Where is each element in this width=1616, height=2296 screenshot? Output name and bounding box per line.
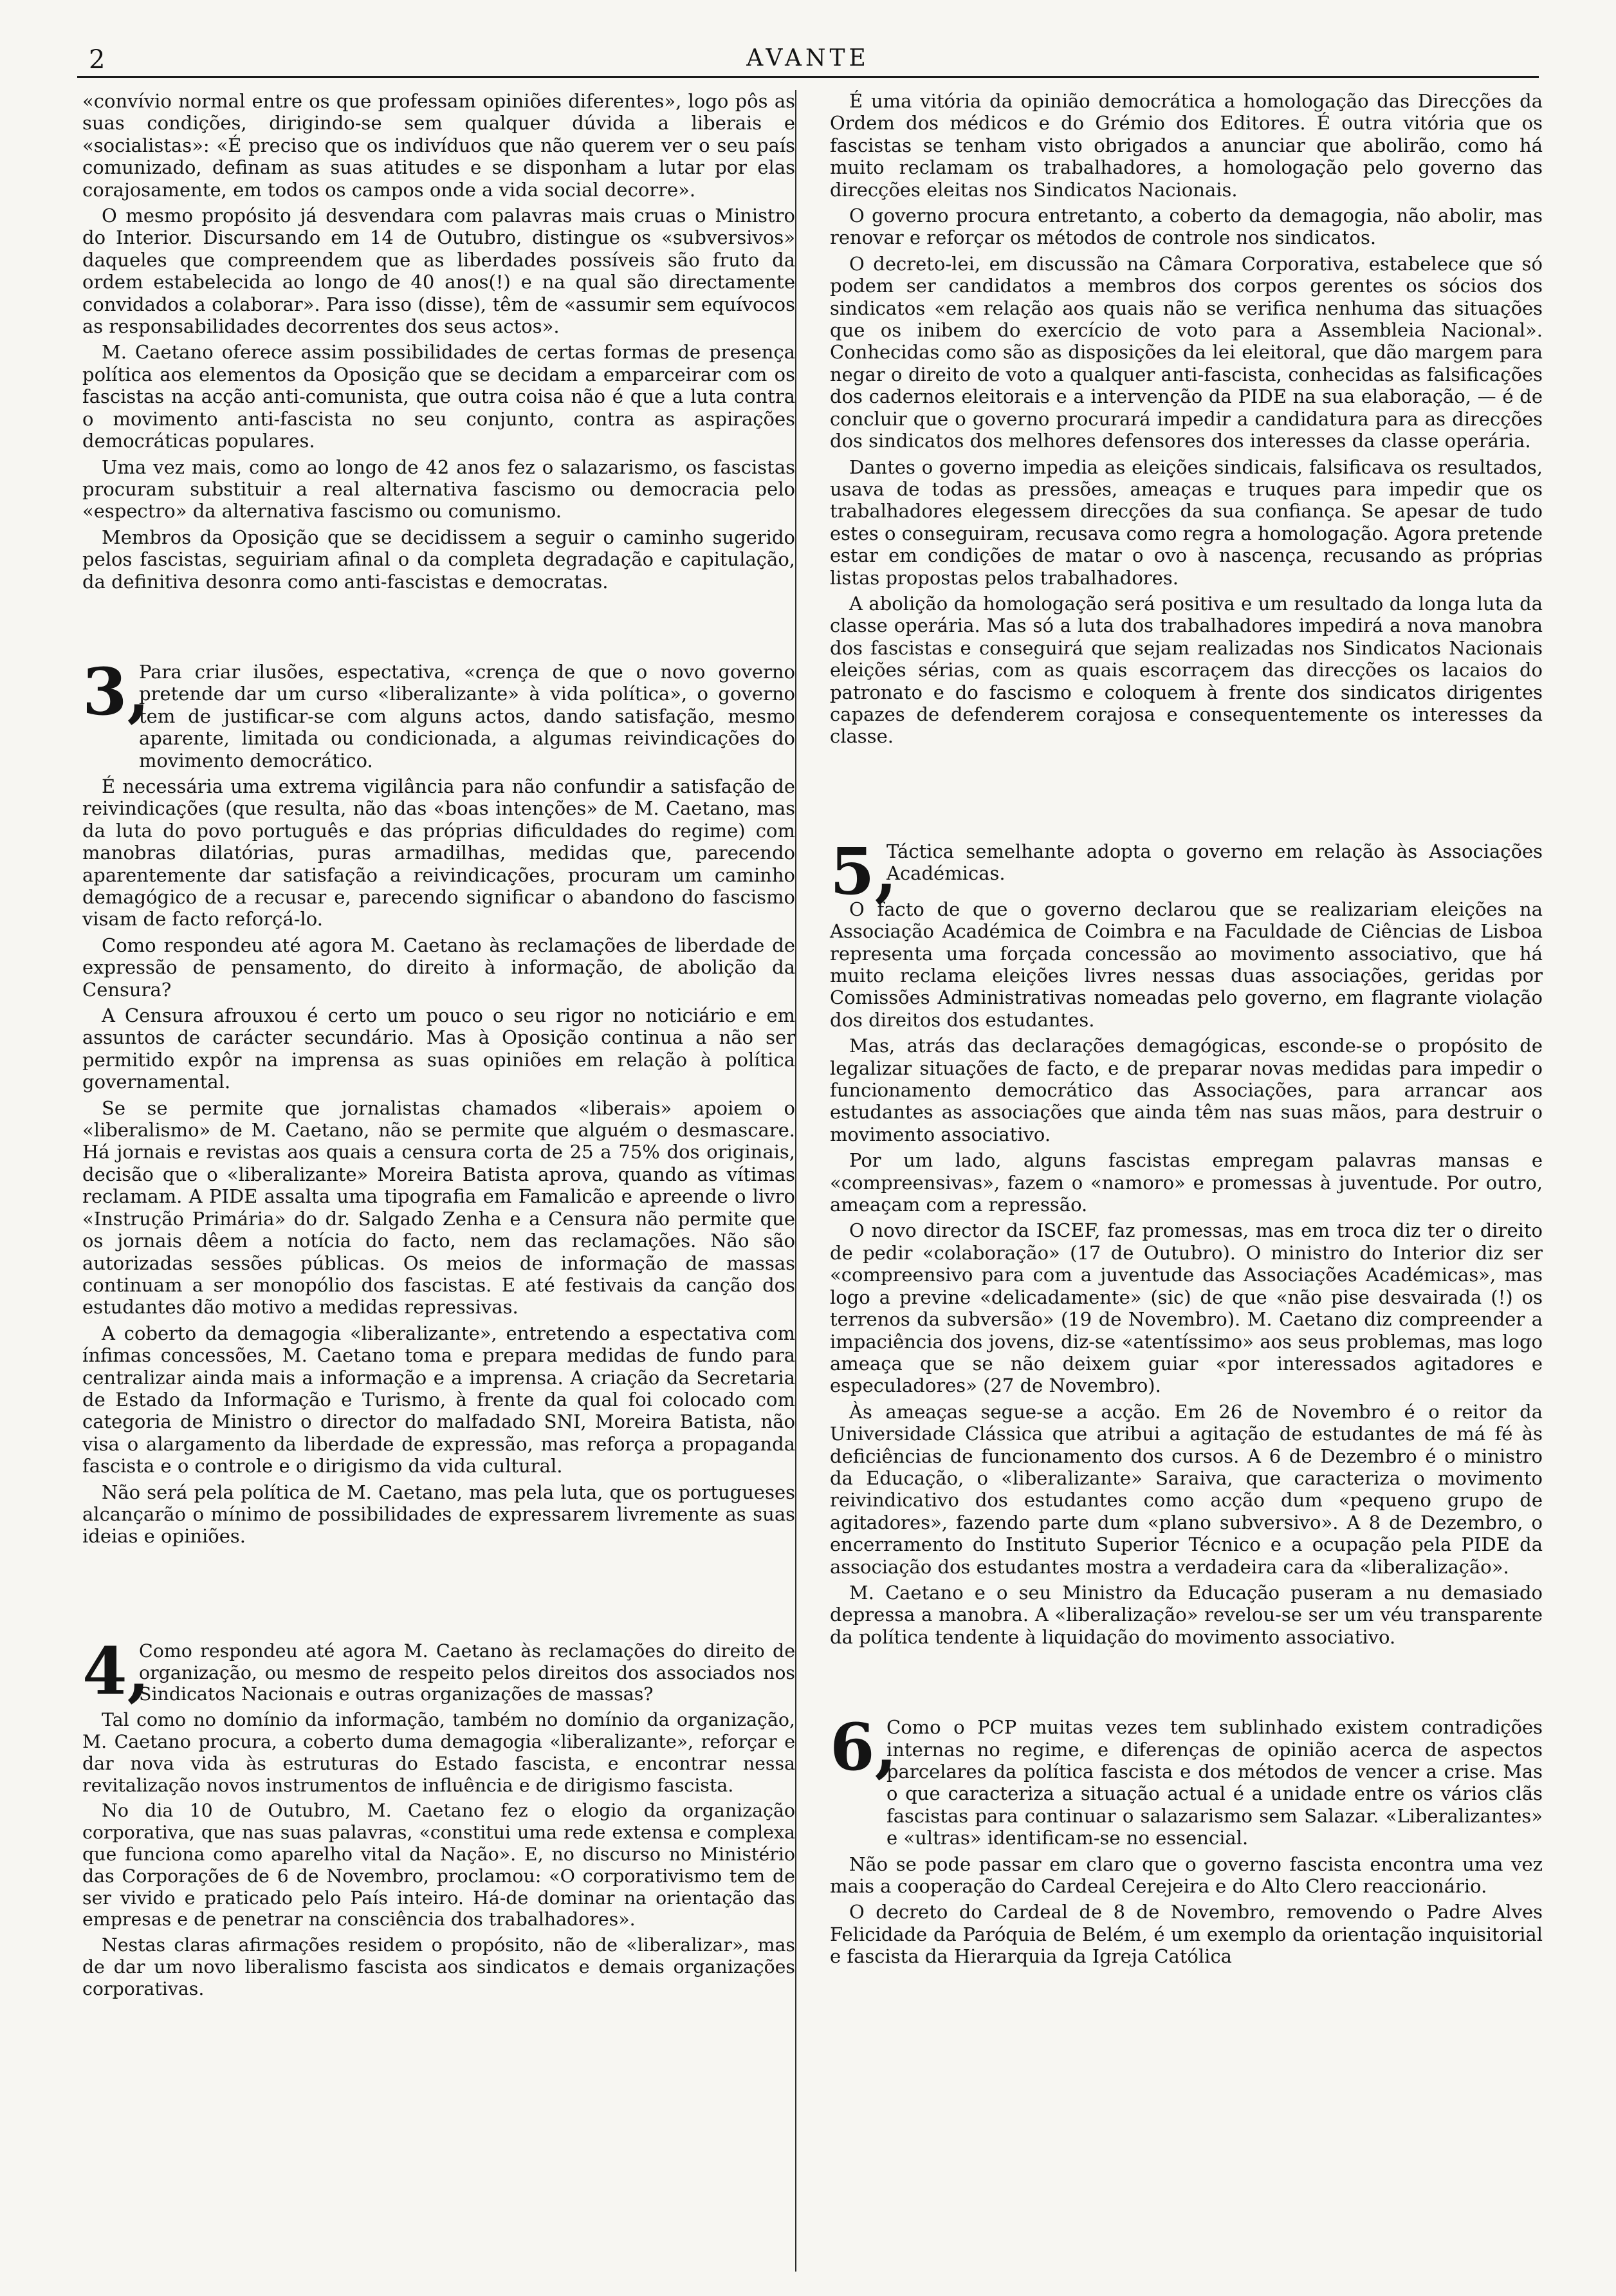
column-divider	[795, 90, 796, 2272]
paragraph: O decreto-lei, em discussão na Câmara Corporativa, estabelece que só podem ser candidatos a membros dos corpos gerentes os sócios dos sindicatos «em relação aos quais não se verifica nenhuma das situações que os inibem do exercício de voto para a Assembleia Nacional». Conhecidas como são as disposições da lei eleitoral, que dão margem para negar o direito de voto a qualquer anti-fascista, conhecidas as falsificações dos cadernos eleitorais e a intervenção da PIDE na sua elaboração, — é de concluir que o governo procurará impedir a candidatura para as direcções dos sindicatos dos melhores defensores dos interesses da classe operária.	[830, 252, 1543, 452]
section-lead-text: Para criar ilusões, espectativa, «crença de que o novo governo pretende dar um curso «liberalizante» à vida política», o governo tem de justificar-se com alguns actos, dando satisfação, mesmo aparente, limitada ou condicionada, a algumas reivindicações do movimento democrático.	[139, 660, 795, 772]
paragraph: Membros da Oposição que se decidissem a seguir o caminho sugerido pelos fascistas, seguiriam afinal o da completa degradação e capitulação, da definitiva desonra como anti-fascistas e democratas.	[82, 526, 795, 593]
paragraph: M. Caetano oferece assim possibilidades de certas formas de presença política aos elementos da Oposição que se decidam a emparceirar com os fascistas na acção anti-comunista, que outra coisa não é que a luta contra o movimento anti-fascista no seu conjunto, contra as aspirações democráticas populares.	[82, 341, 795, 452]
paragraph: Por um lado, alguns fascistas empregam palavras mansas e «compreensivas», fazem o «namoro» e promessas à juventude. Por outro, ameaçam com a repressão.	[830, 1149, 1543, 1216]
spacer	[82, 597, 795, 656]
paragraph: É uma vitória da opinião democrática a homologação das Direcções da Ordem dos médicos e do Grémio dos Editores. É outra vitória que os fascistas se tenham visto obrigados a anunciar que abolirão, como há muito reclamam os trabalhadores, a homologação pelo governo das direcções eleitas nos Sindicatos Nacionais.	[830, 90, 1543, 201]
spacer	[830, 1652, 1543, 1711]
page-header	[77, 40, 1539, 79]
section-lead	[830, 833, 1543, 909]
paragraph: O facto de que o governo declarou que se realizariam eleições na Associação Académica de Coimbra e na Faculdade de Ciências de Lisboa representa uma forçada concessão ao movimento associativo, que há muito reclama eleições livres nessas duas associações, geridas por Comissões Administrativas nomeadas pelo governo, em flagrante violação dos direitos dos estudantes.	[830, 898, 1543, 1031]
paragraph: Dantes o governo impedia as eleições sindicais, falsificava os resultados, usava de todas as pressões, ameaças e truques para impedir que os trabalhadores elegessem direcções da sua confiança. Se apesar de tudo estes o conseguiram, recusava como regra a homologação. Agora pretende estar em condições de matar o ovo à nascença, recusando as próprias listas propostas pelos trabalhadores.	[830, 456, 1543, 589]
section-number: 3,	[82, 653, 150, 730]
page-number: 2	[89, 45, 106, 75]
spacer	[82, 1551, 795, 1635]
section-lead	[830, 1709, 1543, 1853]
paragraph: Tal como no domínio da informação, também no domínio da organização, M. Caetano procura, a coberto duma demagogia «liberalizante», reforçar e dar nova vida às estruturas do Estado fascista, e encontrar nessa revitalização novos instrumentos de influência e de dirigismo fascista.	[82, 1709, 795, 1796]
paragraph: Não se pode passar em claro que o governo fascista encontra uma vez mais a cooperação do Cardeal Cerejeira e do Alto Clero reaccionário.	[830, 1853, 1543, 1898]
spacer	[830, 752, 1543, 835]
header-rule	[77, 76, 1539, 78]
section-number: 5,	[830, 833, 897, 909]
paragraph: Como respondeu até agora M. Caetano às reclamações de liberdade de expressão de pensamento, do direito à informação, de abolição da Censura?	[82, 934, 795, 1001]
section-number: 4,	[82, 1633, 150, 1709]
paragraph: É necessária uma extrema vigilância para não confundir a satisfação de reivindicações (que resulta, não das «boas intenções» de M. Caetano, mas da luta do povo português e das próprias dificuldades do regime) com manobras dilatórias, puras armadilhas, medidas que, parecendo aparentemente dar satisfação a reivindicações, procuram um caminho demagógico de a recusar e, parecendo significar o abandono do fascismo visam de facto reforçá-lo.	[82, 775, 795, 930]
newspaper-title: AVANTE	[746, 45, 870, 71]
paragraph: O novo director da ISCEF, faz promessas, mas em troca diz ter o direito de pedir «colaboração» (17 de Outubro). O ministro do Interior diz ser «compreensivo para com a juventude das Associações Académicas», mas logo a previne «delicadamente» (sic) de que «não pise desvairada (!) os terrenos da subversão» (19 de Novembro). M. Caetano diz compreender a impaciência dos jovens, diz-se «atentíssimo» aos seus problemas, mas logo ameaça que se não deixem guiar «por interessados agitadores e especuladores» (27 de Novembro).	[830, 1219, 1543, 1397]
paragraph: Às ameaças segue-se a acção. Em 26 de Novembro é o reitor da Universidade Clássica que atribui a agitação de estudantes de má fé às deficiências de funcionamento dos cursos. A 6 de Dezembro é o ministro da Educação, o «liberalizante» Saraiva, que caracteriza o movimento reivindicativo dos estudantes como acção dum «pequeno grupo de agitadores», fazendo parte dum «plano subversivo». A 8 de Dezembro, o encerramento do Instituto Superior Técnico e a ocupação pela PIDE da associação dos estudantes mostra a verdadeira cara da «liberalização».	[830, 1400, 1543, 1578]
paragraph: Uma vez mais, como ao longo de 42 anos fez o salazarismo, os fascistas procuram substituir a real alternativa fascismo ou democracia pelo «espectro» da alternativa fascismo ou comunismo.	[82, 456, 795, 523]
paragraph: «convívio normal entre os que professam opiniões diferentes», logo pôs as suas condições, dirigindo-se sem qualquer dúvida a liberais e «socialistas»: «É preciso que os indivíduos que não querem ver o seu país comunizado, definam as suas atitudes e se disponham a lutar por elas corajosamente, em todos os campos onde a vida social decorre».	[82, 90, 795, 201]
section-lead	[82, 653, 795, 775]
paragraph: Mas, atrás das declarações demagógicas, esconde-se o propósito de legalizar situações de facto, e de preparar novas medidas para impedir o funcionamento democrático das Associações, para arrancar aos estudantes as associações que ainda têm nas suas mãos, para destruir o movimento associativo.	[830, 1035, 1543, 1145]
paragraph: No dia 10 de Outubro, M. Caetano fez o elogio da organização corporativa, que nas suas palavras, «constitui uma rede extensa e complexa que funciona como aparelho vital da Nação». E, no discurso no Ministério das Corporações de 6 de Novembro, proclamou: «O corporativismo tem de ser vivido e praticado pelo País inteiro. Há-de dominar na orientação das empresas e de penetrar na consciência dos trabalhadores».	[82, 1800, 795, 1930]
paragraph: O mesmo propósito já desvendara com palavras mais cruas o Ministro do Interior. Discursando em 14 de Outubro, distingue os «subversivos» daqueles que compreendem que as liberdades possíveis são fruto da ordem estabelecida ao longo de 40 anos(!) e na qual são directamente convidados a colaborar». Para isso (disse), têm de «assumir sem equívocos as responsabilidades decorrentes dos seus actos».	[82, 205, 795, 338]
section-lead-text: Táctica semelhante adopta o governo em relação às Associações Académicas.	[886, 840, 1543, 885]
paragraph: A coberto da demagogia «liberalizante», entretendo a espectativa com ínfimas concessões, M. Caetano toma e prepara medidas de fundo para centralizar ainda mais a informação e a imprensa. A criação da Secretaria de Estado da Informação e Turismo, à frente da qual foi colocado com categoria de Ministro o director do malfadado SNI, Moreira Batista, não visa o alargamento da liberdade de expressão, mas reforça a propaganda fascista e o controle e o dirigismo da vida cultural.	[82, 1322, 795, 1477]
paragraph: Se se permite que jornalistas chamados «liberais» apoiem o «liberalismo» de M. Caetano, não se permite que alguém o desmascare. Há jornais e revistas aos quais a censura corta de 25 a 75% dos originais, decisão que o «liberalizante» Moreira Batista aprova, quando as vítimas reclamam. A PIDE assalta uma tipografia em Famalicão e apreende o livro «Instrução Primária» do dr. Salgado Zenha e a Censura não permite que os jornais dêem a notícia do facto, nem das reclamações. Não são autorizadas sessões públicas. Os meios de informação de massas continuam a ser monopólio dos fascistas. E até festivais da canção dos estudantes dão motivo a medidas repressivas.	[82, 1097, 795, 1319]
paragraph: A abolição da homologação será positiva e um resultado da longa luta da classe operária. Mas só a luta dos trabalhadores impedirá a nova manobra dos fascistas e conseguirá que sejam realizadas nos Sindicatos Nacionais eleições sérias, com as quais escorraçem das direcções os lacaios do patronato e do fascismo e coloquem à frente dos sindicatos dirigentes capazes de defenderem corajosa e consequentemente os interesses da classe.	[830, 592, 1543, 748]
paragraph: O governo procura entretanto, a coberto da demagogia, não abolir, mas renovar e reforçar os métodos de controle nos sindicatos.	[830, 205, 1543, 249]
section-number: 6,	[830, 1709, 897, 1786]
section-6	[830, 1709, 1543, 1968]
section-lead	[82, 1633, 795, 1709]
paragraph: Não será pela política de M. Caetano, mas pela luta, que os portugueses alcançarão o mínimo de possibilidades de expressarem livremente as suas ideias e opiniões.	[82, 1481, 795, 1548]
section-lead-text: Como o PCP muitas vezes tem sublinhado existem contradições internas no regime, e diferenças de opinião acerca de aspectos parcelares da política fascista e dos métodos de vencer a crise. Mas o que caracteriza a situação actual é a unidade entre os vários clãs fascistas para continuar o salazarismo sem Salazar. «Liberalizantes» e «ultras» identificam-se no essencial.	[886, 1716, 1543, 1849]
paragraph: A Censura afrouxou é certo um pouco o seu rigor no noticiário e em assuntos de carácter secundário. Mas à Oposição continua a não ser permitido expôr na imprensa as suas opiniões em relação à política governamental.	[82, 1004, 795, 1093]
section-lead-text: Como respondeu até agora M. Caetano às reclamações do direito de organização, ou mesmo de respeito pelos direitos dos associados nos Sindicatos Nacionais e outras organizações de massas?	[139, 1640, 795, 1705]
section-4	[82, 1633, 795, 2000]
left-column	[82, 90, 795, 2004]
section-3	[82, 653, 795, 1548]
section-5	[830, 833, 1543, 1648]
paragraph: Nestas claras afirmações residem o propósito, não de «liberalizar», mas de dar um novo liberalismo fascista aos sindicatos e demais organizações corporativas.	[82, 1934, 795, 1999]
paragraph: O decreto do Cardeal de 8 de Novembro, removendo o Padre Alves Felicidade da Paróquia de Belém, é um exemplo da orientação inquisitorial e fascista da Hierarquia da Igreja Católica	[830, 1901, 1543, 1968]
right-column	[830, 90, 1543, 1972]
paragraph: M. Caetano e o seu Ministro da Educação puseram a nu demasiado depressa a manobra. A «liberalização» revelou-se ser um véu transparente da política tendente à liquidação do movimento associativo.	[830, 1581, 1543, 1648]
